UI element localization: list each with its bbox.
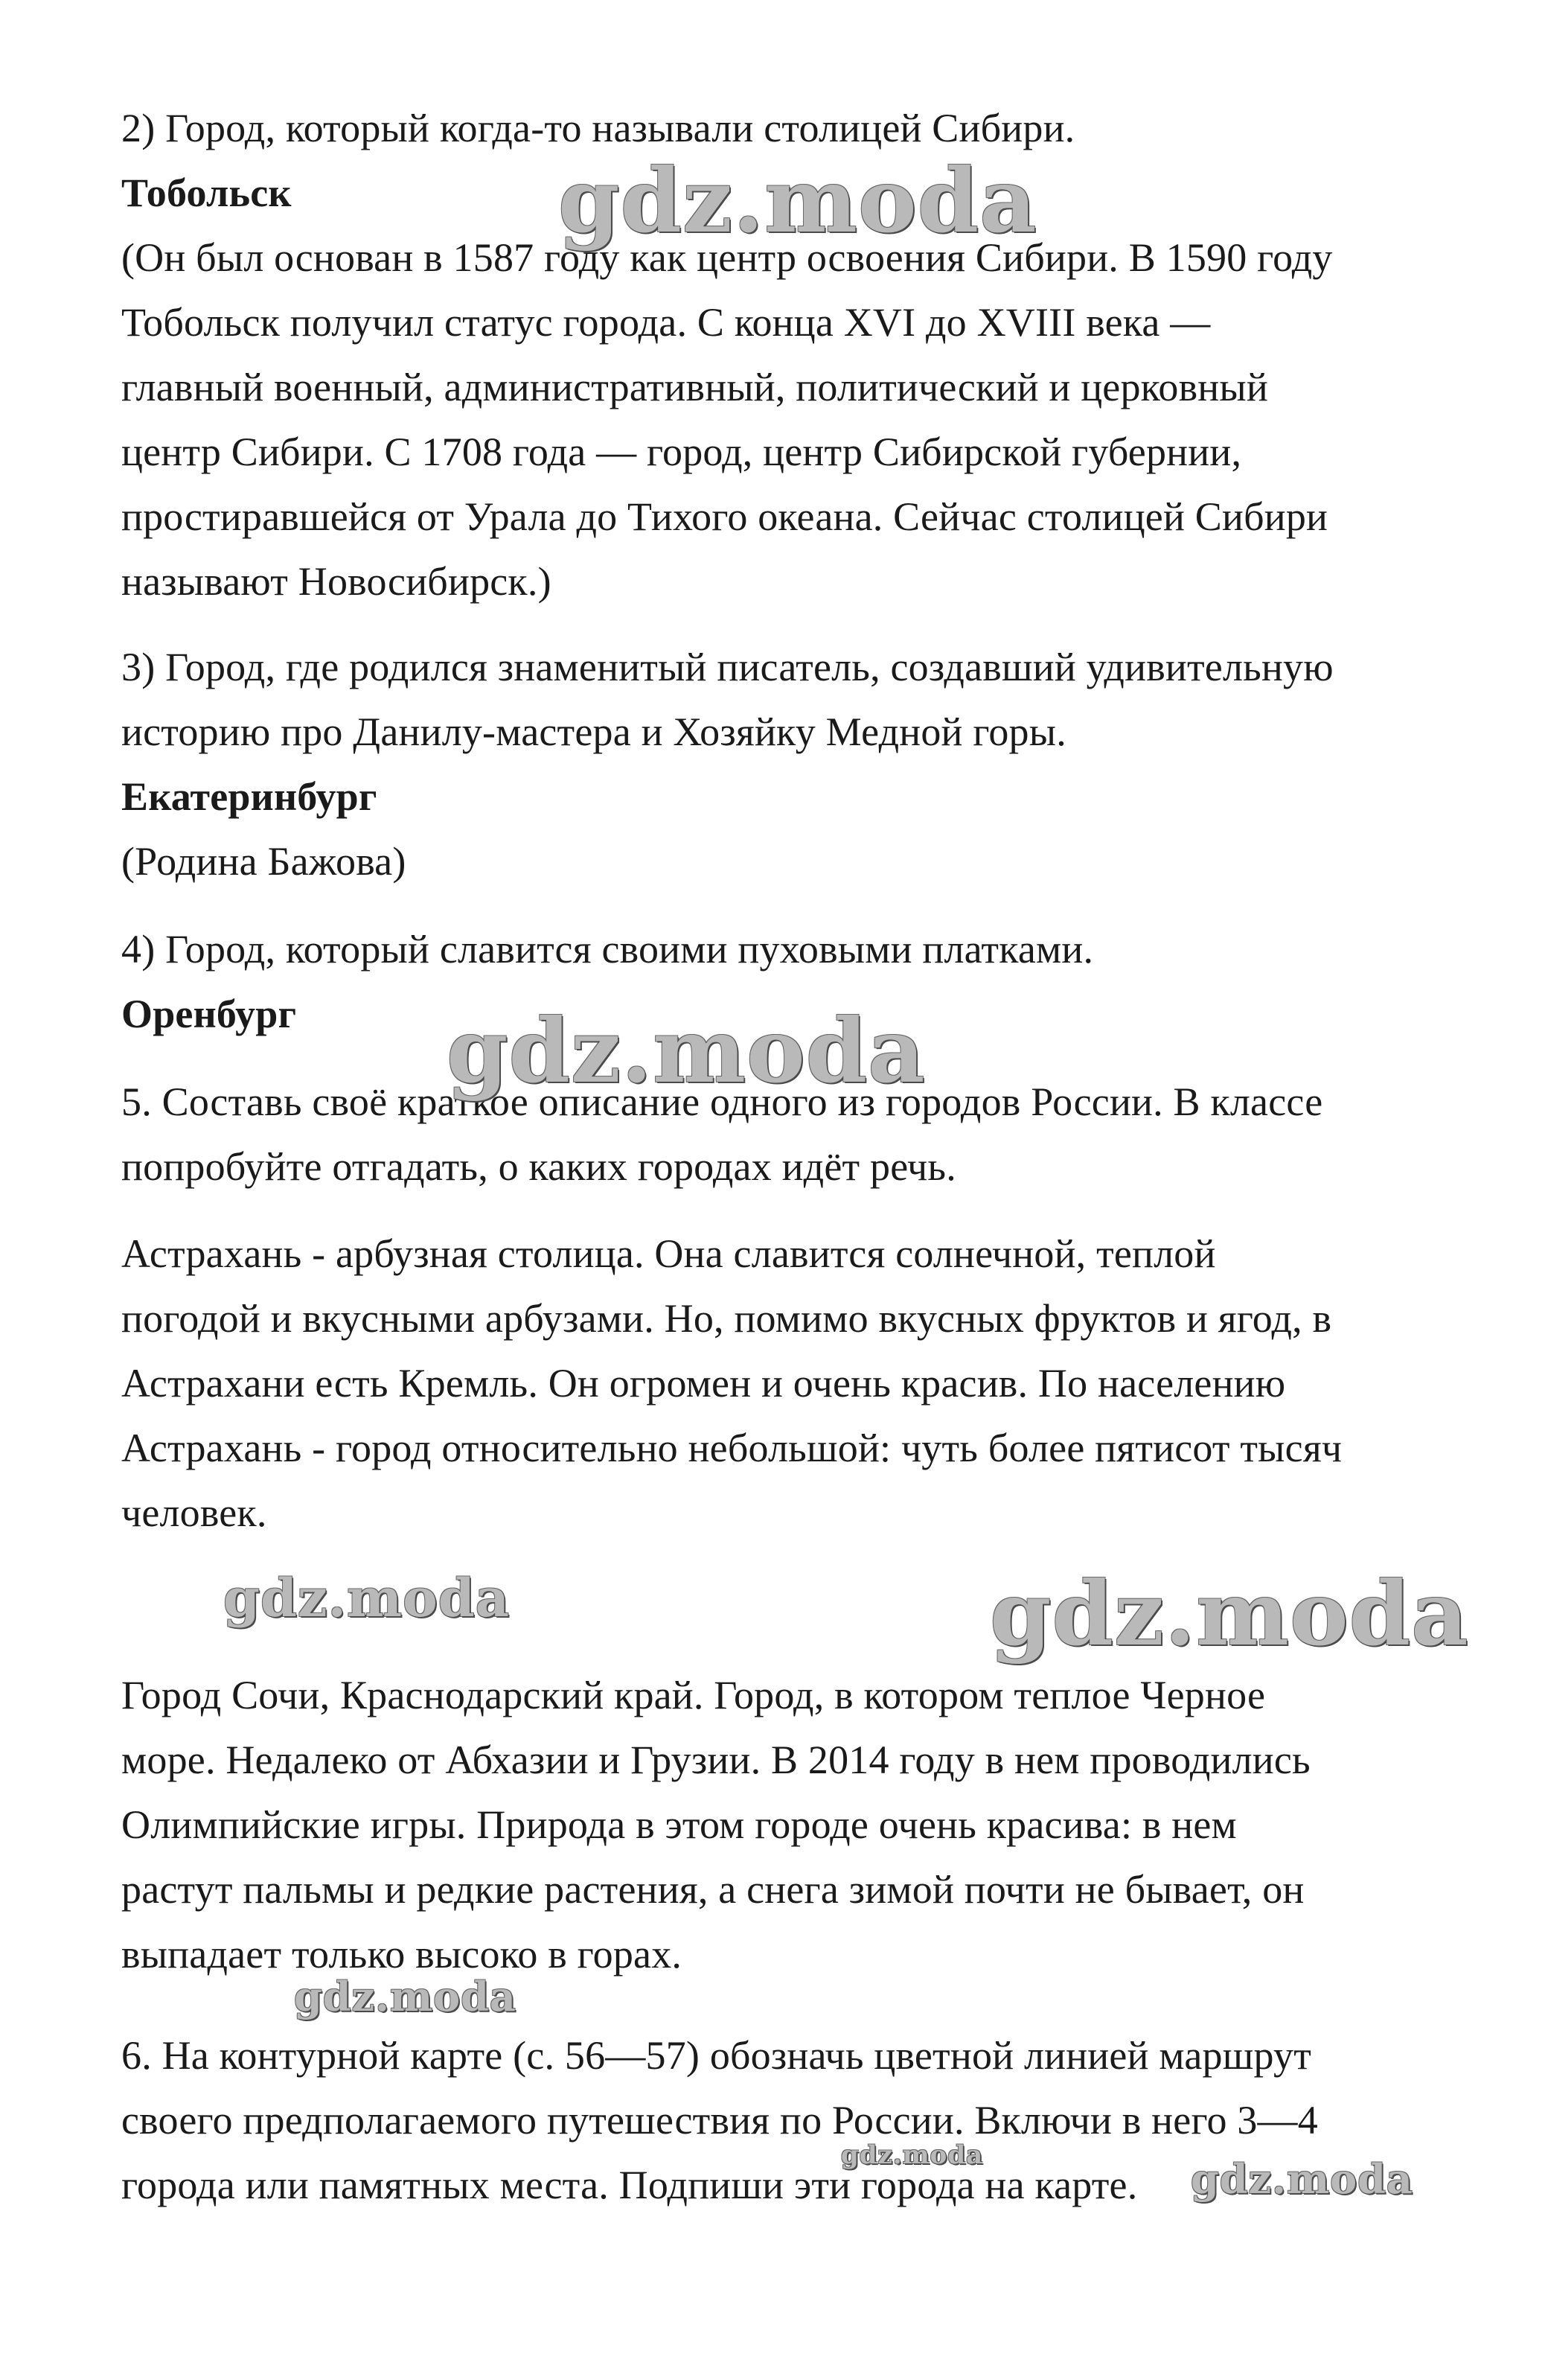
task-6-line-3: города или памятных места. Подпиши эти города на карте.	[121, 2163, 1138, 2207]
watermark-logo: gdz.moda	[558, 149, 1037, 252]
watermark-logo: gdz.moda	[1191, 2155, 1413, 2203]
sochi-line-3: Олимпийские игры. Природа в этом городе очень красива: в нем	[121, 1802, 1237, 1847]
sochi-line-5: выпадает только высоко в горах.	[121, 1932, 682, 1977]
astrakhan-line-4: Астрахань - город относительно небольшой: чуть более пятисот тысяч	[121, 1426, 1343, 1470]
astrakhan-line-3: Астрахани есть Кремль. Он огромен и очень красив. По населению	[121, 1361, 1286, 1406]
question-4-text: 4) Город, который славится своими пуховыми платками.	[121, 927, 1094, 972]
question-3-line-2: историю про Данилу-мастера и Хозяйку Медной горы.	[121, 709, 1066, 754]
task-6-line-2: своего предполагаемого путешествия по России. Включи в него 3—4	[121, 2098, 1318, 2143]
watermark-logo: gdz.moda	[990, 1562, 1469, 1665]
question-3-line-1: 3) Город, где родился знаменитый писатель, создавший удивительную	[121, 645, 1334, 689]
question-2-text: 2) Город, который когда-то называли столицей Сибири.	[121, 106, 1075, 150]
astrakhan-line-5: человек.	[121, 1490, 267, 1535]
answer-3-note: (Родина Бажова)	[121, 839, 406, 884]
watermark-logo: gdz.moda	[294, 1973, 516, 2020]
task-6-line-1: 6. На контурной карте (с. 56—57) обозначь цветной линией маршрут	[121, 2033, 1311, 2078]
sochi-line-4: растут пальмы и редкие растения, а снега зимой почти не бывает, он	[121, 1867, 1305, 1912]
answer-2-note-line-3: главный военный, административный, политический и церковный	[121, 365, 1268, 409]
watermark-logo: gdz.moda	[841, 2140, 984, 2170]
answer-2-note-line-4: центр Сибири. С 1708 года — город, центр Сибирской губернии,	[121, 430, 1242, 474]
answer-2-note-line-1: (Он был основан в 1587 году как центр освоения Сибири. В 1590 году	[121, 235, 1333, 280]
answer-2-note-line-2: Тобольск получил статус города. С конца XVI до XVIII века —	[121, 300, 1211, 345]
answer-4-city: Оренбург	[121, 992, 297, 1036]
task-5-line-1: 5. Составь своё краткое описание одного из городов России. В классе	[121, 1079, 1323, 1124]
watermark-logo: gdz.moda	[223, 1567, 511, 1629]
watermark-logo: gdz.moda	[447, 999, 926, 1103]
answer-2-note-line-6: называют Новосибирск.)	[121, 559, 551, 604]
sochi-line-1: Город Сочи, Краснодарский край. Город, в котором теплое Черное	[121, 1673, 1266, 1717]
task-5-line-2: попробуйте отгадать, о каких городах идёт речь.	[121, 1144, 956, 1189]
sochi-line-2: море. Недалеко от Абхазии и Грузии. В 2014 году в нем проводились	[121, 1738, 1311, 1782]
answer-3-city: Екатеринбург	[121, 774, 377, 819]
astrakhan-line-2: погодой и вкусными арбузами. Но, помимо вкусных фруктов и ягод, в	[121, 1296, 1332, 1341]
answer-2-note-line-5: простиравшейся от Урала до Тихого океана. Сейчас столицей Сибири	[121, 494, 1328, 539]
answer-2-city: Тобольск	[121, 170, 292, 215]
astrakhan-line-1: Астрахань - арбузная столица. Она славится солнечной, теплой	[121, 1231, 1216, 1276]
